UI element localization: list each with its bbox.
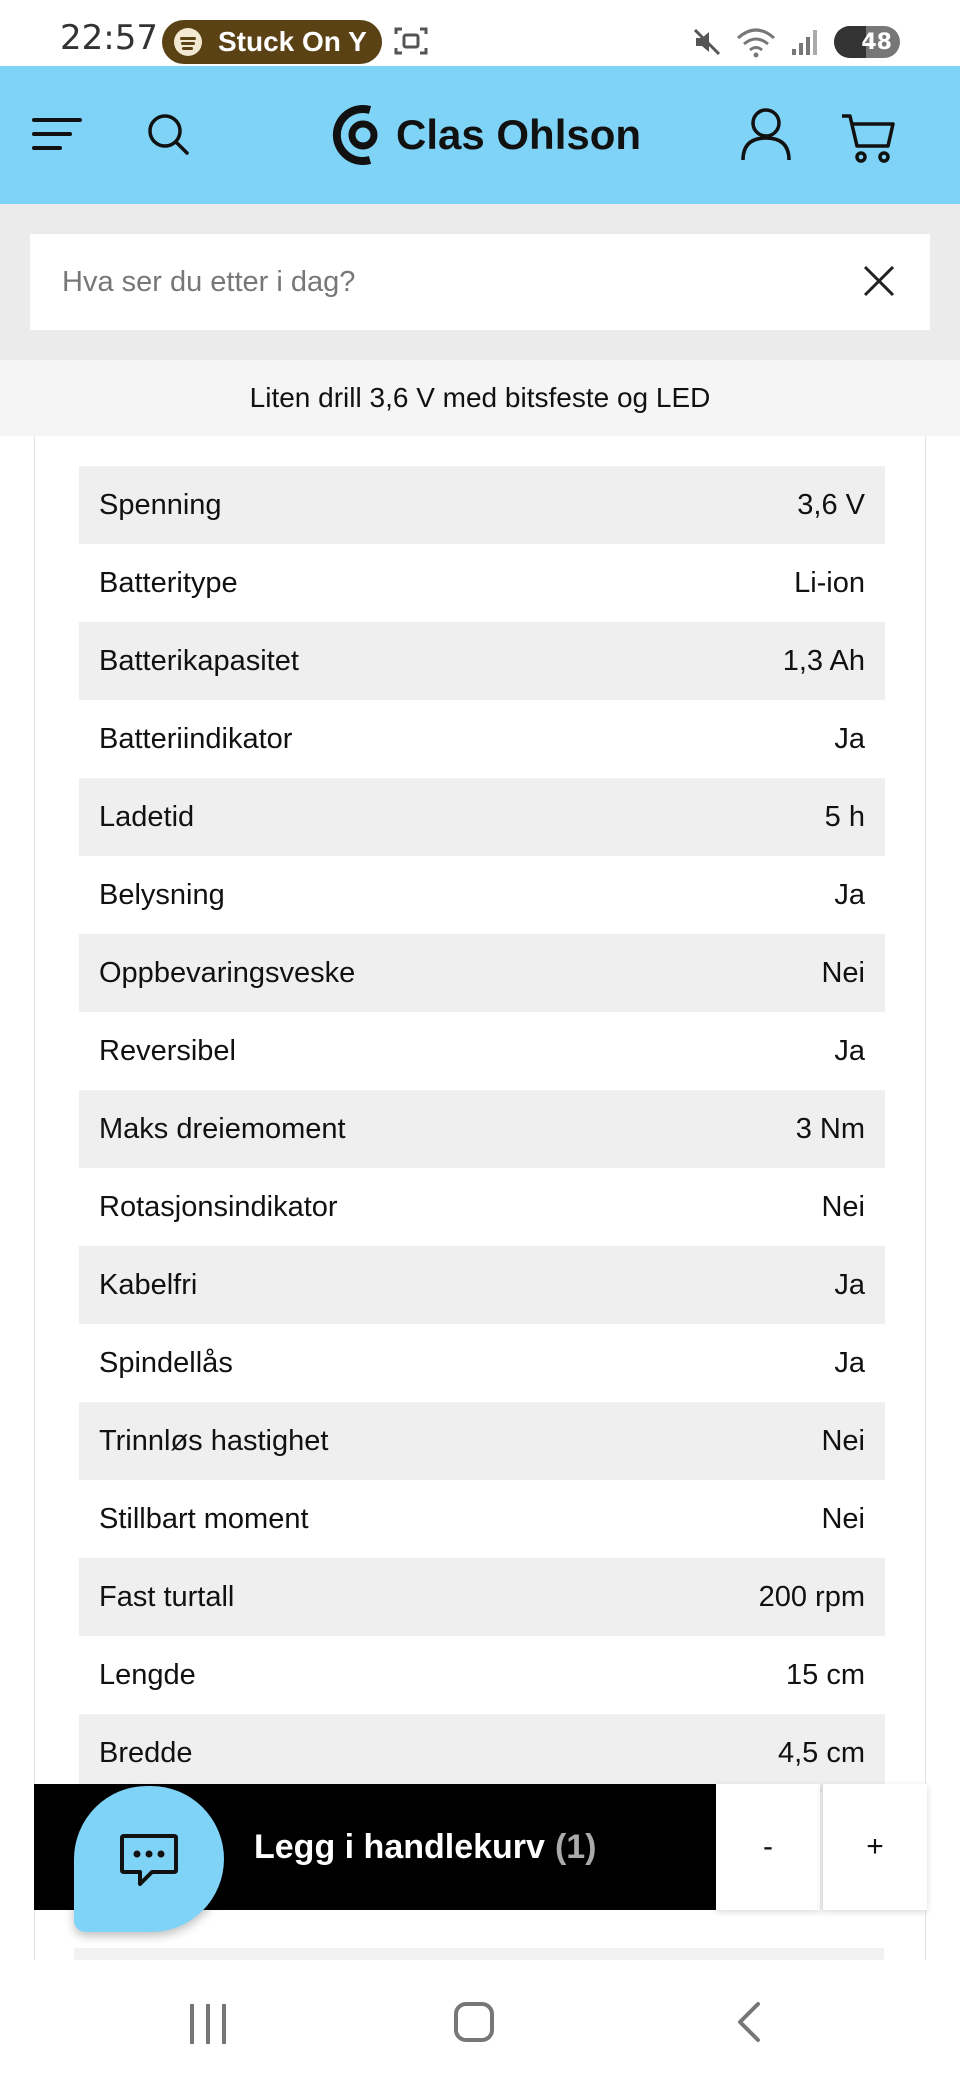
signal-icon: [790, 27, 820, 57]
user-icon[interactable]: [740, 106, 792, 162]
spec-value: 3 Nm: [795, 1112, 865, 1145]
system-navigation-bar: [0, 1960, 960, 2080]
spec-row: [79, 466, 885, 544]
site-header: [0, 66, 960, 204]
search-icon[interactable]: [146, 112, 190, 156]
spec-value: Ja: [834, 1034, 865, 1067]
spec-label: Belysning: [99, 878, 225, 911]
status-time: 22:57: [60, 18, 158, 58]
spec-value: 3,6 V: [797, 488, 865, 521]
spec-label: Ladetid: [99, 800, 195, 833]
spec-row: [79, 1090, 885, 1168]
spec-row: [79, 544, 885, 622]
spec-label: Kabelfri: [99, 1268, 198, 1301]
product-title: Liten drill 3,6 V med bitsfeste og LED: [0, 360, 960, 436]
menu-icon[interactable]: [32, 114, 82, 154]
spec-row: [79, 622, 885, 700]
spec-table: [79, 466, 885, 1792]
spec-label: Lengde: [99, 1658, 196, 1691]
spec-label: Spenning: [99, 488, 222, 521]
increase-quantity-button[interactable]: +: [822, 1784, 927, 1910]
spec-value: Ja: [834, 722, 865, 755]
home-icon[interactable]: [454, 2002, 494, 2042]
spec-label: Rotasjonsindikator: [99, 1190, 338, 1223]
spec-row: [79, 934, 885, 1012]
spec-row: [79, 1168, 885, 1246]
mute-icon: [692, 27, 722, 57]
spec-label: Maks dreiemoment: [99, 1112, 346, 1145]
spec-value: Ja: [834, 1268, 865, 1301]
spec-label: Trinnløs hastighet: [99, 1424, 329, 1457]
spec-row: [79, 1324, 885, 1402]
spec-row: [79, 700, 885, 778]
spec-label: Reversibel: [99, 1034, 236, 1067]
brand-name: Clas Ohlson: [396, 111, 642, 158]
search-section: [0, 204, 960, 360]
spec-label: Oppbevaringsveske: [99, 956, 356, 989]
decrease-quantity-button[interactable]: -: [716, 1784, 820, 1910]
spec-row: [79, 1480, 885, 1558]
spec-label: Batteriindikator: [99, 722, 293, 755]
spec-value: Nei: [821, 1424, 865, 1457]
spec-value: 200 rpm: [758, 1580, 865, 1613]
spec-value: Li-ion: [794, 566, 865, 599]
spec-value: 4,5 cm: [777, 1736, 865, 1769]
media-title: Stuck On Y: [218, 26, 367, 57]
spec-value: 15 cm: [786, 1658, 865, 1691]
wifi-icon: [736, 26, 776, 58]
system-icons: [692, 24, 900, 60]
spec-value: 5 h: [824, 800, 865, 833]
spec-row: [79, 1402, 885, 1480]
specifications-panel: [34, 436, 926, 1960]
brand-logo[interactable]: [330, 100, 641, 170]
cart-count: (1): [554, 1827, 597, 1866]
search-input[interactable]: [62, 234, 822, 330]
spec-value: Ja: [834, 878, 865, 911]
logo-icon: [330, 102, 386, 168]
spec-label: Spindellås: [99, 1346, 233, 1379]
spec-value: Nei: [821, 1502, 865, 1535]
spec-row: [79, 1012, 885, 1090]
cart-icon[interactable]: [840, 110, 896, 164]
spec-value: 1,3 Ah: [782, 644, 865, 677]
recent-apps-icon[interactable]: [188, 2004, 228, 2044]
spec-row: [79, 1558, 885, 1636]
chat-button[interactable]: [74, 1786, 224, 1932]
spec-value: Ja: [834, 1346, 865, 1379]
spec-label: Batterikapasitet: [99, 644, 299, 677]
table-bottom-edge: [74, 1948, 884, 1960]
media-playback-chip[interactable]: [162, 20, 382, 64]
spec-label: Fast turtall: [99, 1580, 235, 1613]
spec-row: [79, 1636, 885, 1714]
battery-percent: 48: [861, 30, 892, 55]
status-bar: [0, 0, 960, 66]
spec-label: Stillbart moment: [99, 1502, 309, 1535]
spec-label: Batteritype: [99, 566, 238, 599]
spec-value: Nei: [821, 1190, 865, 1223]
back-icon[interactable]: [730, 2002, 770, 2042]
battery-icon: [834, 26, 900, 58]
spec-row: [79, 778, 885, 856]
spec-label: Bredde: [99, 1736, 193, 1769]
close-icon[interactable]: [862, 264, 896, 298]
add-to-cart-label: Legg i handlekurv: [254, 1827, 545, 1866]
screen-record-icon: [394, 26, 428, 56]
spec-row: [79, 1714, 885, 1792]
spec-row: [79, 856, 885, 934]
spec-row: [79, 1246, 885, 1324]
spec-value: Nei: [821, 956, 865, 989]
spotify-icon: [174, 28, 202, 56]
chat-icon: [118, 1832, 180, 1890]
search-box: [30, 234, 930, 330]
